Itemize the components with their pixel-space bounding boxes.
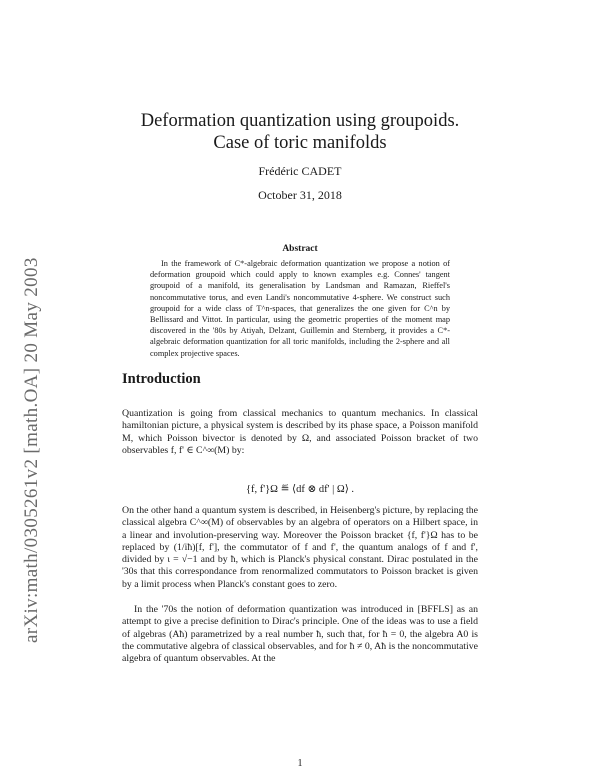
arxiv-identifier-text: arXiv:math/0305261v2 [math.OA] 20 May 2003: [21, 257, 42, 643]
page-number: 1: [297, 758, 303, 769]
intro-paragraph-3: [122, 604, 478, 665]
paragraph-text: On the other hand a quantum system is described, in Heisenberg's picture, by replacing the classical algebra C^∞(M) of observables by an algebra of operators on a Hilbert space, in a linear and involution-preserving way. Moreover the Poisson bracket {f, f'}Ω has to be replaced by (1/iħ)[f, f'], the commutator of f and f', the quantum analogs of f and f', divided by ι = √−1 and by ħ, which is Planck's physical constant. Dirac postulated in the '30s that this correspondance from renormalized commutators to Poisson bracket is given by a limit process when Planck's constant goes to zero.: [122, 505, 478, 590]
poisson-bracket-equation: {f, f'}Ω ≝ ⟨df ⊗ df' | Ω⟩ .: [245, 484, 355, 495]
intro-paragraph-1: [122, 408, 478, 457]
abstract-block: [150, 258, 450, 359]
paper-date: October 31, 2018: [258, 188, 342, 202]
paragraph-text: Quantization is going from classical mechanics to quantum mechanics. In classical hamiltonian picture, a physical system is described by its phase space, a Poisson manifold M, which Poisson bivector is denoted by Ω, and associated Poisson bracket of two observables f, f' ∈ C^∞(M) by:: [122, 408, 478, 456]
arxiv-identifier: [19, 145, 47, 645]
paper-title-line-1: Deformation quantization using groupoids.: [140, 111, 460, 131]
author-name: Frédéric CADET: [258, 164, 342, 178]
intro-paragraph-2: [122, 505, 478, 591]
paragraph-text: In the '70s the notion of deformation quantization was introduced in [BFFLS] as an attempt to give a precise definition to Dirac's principle. One of the ideas was to use a field of algebras (Aħ) parametrized by a real number ħ, such that, for ħ = 0, the algebra A0 is the commutative algebra of classical observables, and for ħ ≠ 0, Aħ is the noncommutative algebra of quantum observables. At the: [122, 604, 478, 665]
abstract-text: In the framework of C*-algebraic deformation quantization we propose a notion of deformation groupoid which could apply to known examples e.g. Connes' tangent groupoid of a manifold, its generalisation by Landsman and Ramazan, Rieffel's noncommutative torus, and even Landi's noncommutative 4-sphere. We construct such groupoid for a wide class of T^n-spaces, that generalizes the one given for C^n by Bellissard and Vittot. In particular, using the geometric properties of the moment map discovered in the '80s by Atiyah, Delzant, Guillemin and Sternberg, it provides a C*-algebraic deformation quantization for all toric manifolds, including the 2-sphere and all complex projective spaces.: [150, 259, 450, 358]
section-title-introduction: Introduction: [122, 371, 201, 387]
paper-title-line-2: Case of toric manifolds: [213, 133, 387, 153]
abstract-heading: Abstract: [282, 244, 318, 254]
